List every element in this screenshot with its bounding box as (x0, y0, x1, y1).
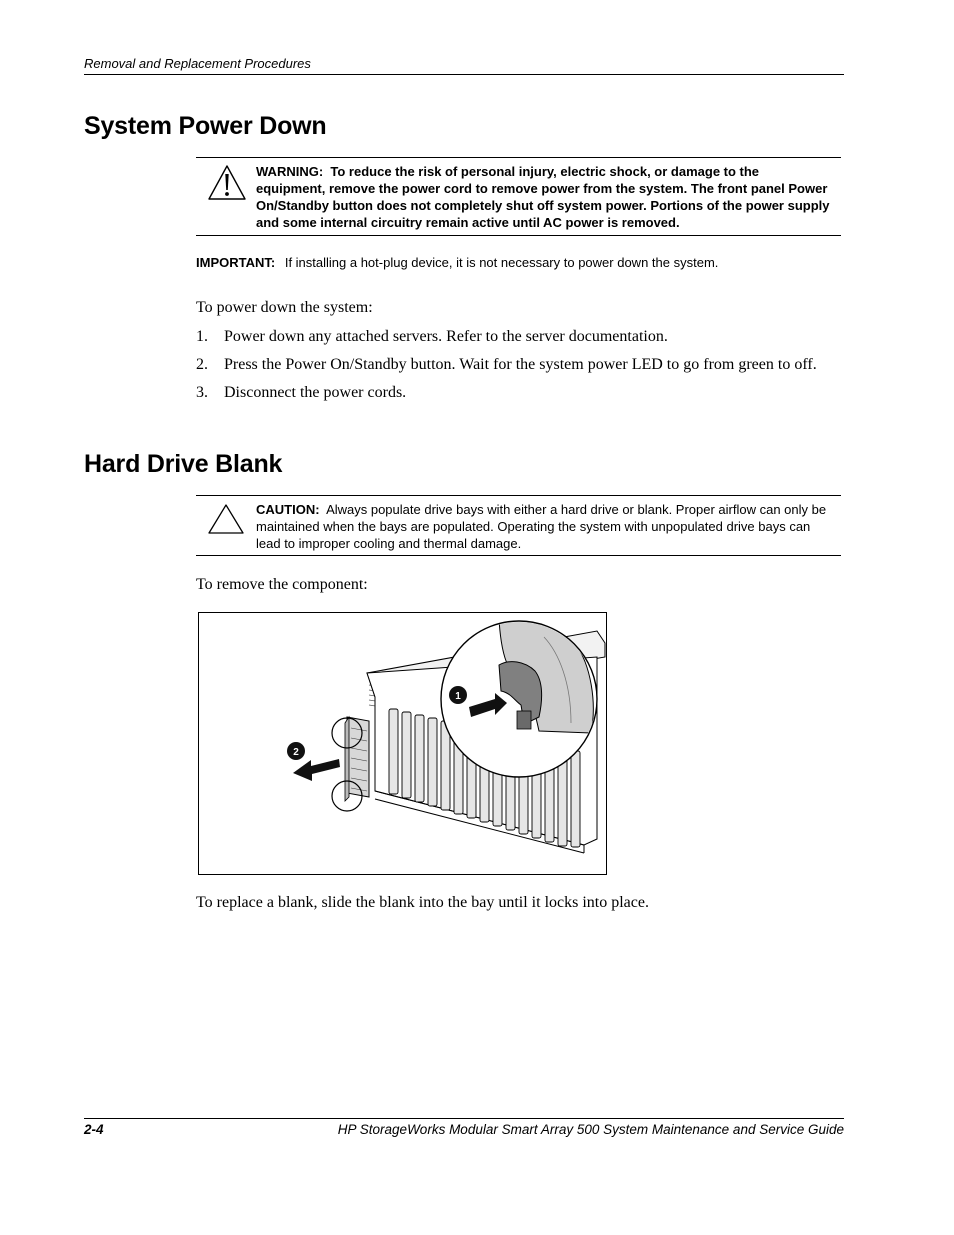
caution-lead: CAUTION: (256, 502, 320, 517)
important-body: If installing a hot-plug device, it is not necessary to power down the system. (284, 255, 719, 270)
guide-title: HP StorageWorks Modular Smart Array 500 System Maintenance and Service Guide (337, 1122, 844, 1137)
heading-hard-drive-blank: Hard Drive Blank (84, 450, 283, 478)
important-note (196, 255, 841, 270)
callout-1-label: 1 (455, 691, 461, 702)
power-down-steps (196, 327, 841, 411)
replace-instructions: To replace a blank, slide the blank into the bay until it locks into place. (196, 894, 649, 911)
callout-2-label: 2 (293, 747, 299, 758)
step-text: Press the Power On/Standby button. Wait for the system power LED to go from green to off. (224, 356, 817, 373)
warning-body: To reduce the risk of personal injury, electric shock, or damage to the equipment, remove the power cord to remove power from the system. The front panel Power On/Standby button does not completely shut off system power. Portions of the power supply and some internal circuitry remain active until AC power is removed. (256, 164, 830, 230)
step-number: 3. (196, 384, 208, 401)
step-item (196, 327, 841, 347)
running-footer (84, 1118, 844, 1137)
step-number: 1. (196, 328, 208, 345)
caution-body: Always populate drive bays with either a hard drive or blank. Proper airflow can only be maintained when the bays are populated. Operating the system with unpopulated drive bays can lead to improper cooling and thermal damage. (256, 502, 827, 551)
heading-system-power-down: System Power Down (84, 112, 327, 140)
caution-text (256, 501, 831, 552)
step-item (196, 383, 841, 403)
warning-text (256, 163, 831, 231)
step-text: Power down any attached servers. Refer to the server documentation. (224, 328, 668, 345)
step-number: 2. (196, 356, 208, 373)
header-section-title: Removal and Replacement Procedures (84, 56, 311, 71)
page-number: 2-4 (84, 1122, 104, 1137)
drive-blank-removal-illustration (198, 612, 607, 875)
step-text: Disconnect the power cords. (224, 384, 407, 401)
important-lead: IMPORTANT: (196, 255, 276, 270)
step-item (196, 355, 841, 375)
warning-triangle-icon (206, 163, 248, 207)
running-header (84, 56, 844, 75)
power-down-intro: To power down the system: (196, 299, 373, 316)
caution-box (196, 495, 841, 556)
caution-triangle-icon (206, 502, 246, 540)
remove-intro: To remove the component: (196, 576, 368, 593)
warning-lead: WARNING: (256, 164, 324, 179)
warning-box (196, 157, 841, 236)
